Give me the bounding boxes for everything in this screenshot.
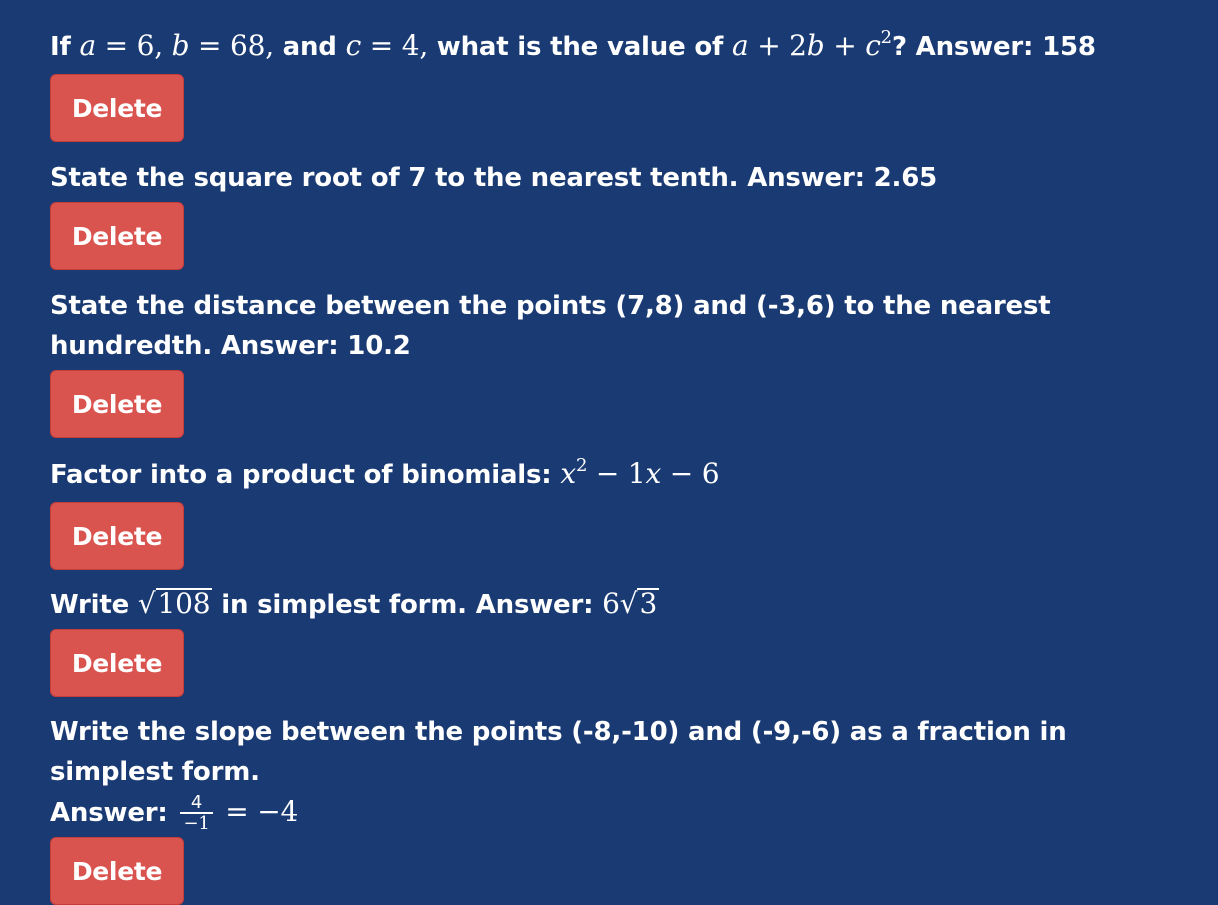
- fraction: $\frac{4}{-1}$: [180, 794, 212, 833]
- problem-text: Write √108 in simplest form. Answer: 6√3: [50, 584, 1180, 625]
- problem-item: [50, 286, 1180, 438]
- delete-button[interactable]: Delete: [50, 629, 184, 697]
- problem-text: State the square root of 7 to the nearest tenth. Answer: 2.65: [50, 163, 937, 193]
- delete-button[interactable]: Delete: [50, 74, 184, 142]
- problem-text: State the distance between the points (7,8) and (-3,6) to the nearest hundredth. Answer: 10.2: [50, 291, 1051, 361]
- delete-button[interactable]: Delete: [50, 837, 184, 905]
- delete-button[interactable]: Delete: [50, 502, 184, 570]
- problem-item: [50, 158, 1180, 270]
- problem-text: If a = 6, b = 68, and c = 4, what is the value of $a + 2b + c^2$? Answer: 158: [50, 27, 1096, 62]
- delete-button[interactable]: Delete: [50, 370, 184, 438]
- problem-item: [50, 454, 1180, 570]
- sqrt-expression: √3: [619, 587, 658, 620]
- problem-item: [50, 584, 1180, 697]
- problem-text: Write the slope between the points (-8,-10) and (-9,-6) as a fraction in simplest form. Answer: $\frac{4}{-1}$ = −4: [50, 717, 1067, 834]
- problem-text: Factor into a product of binomials: $x^2 - 1x - 6$: [50, 455, 720, 490]
- problem-item: [50, 712, 1180, 905]
- sqrt-expression: √108: [137, 587, 211, 620]
- delete-button[interactable]: Delete: [50, 202, 184, 270]
- problem-item: [50, 26, 1180, 142]
